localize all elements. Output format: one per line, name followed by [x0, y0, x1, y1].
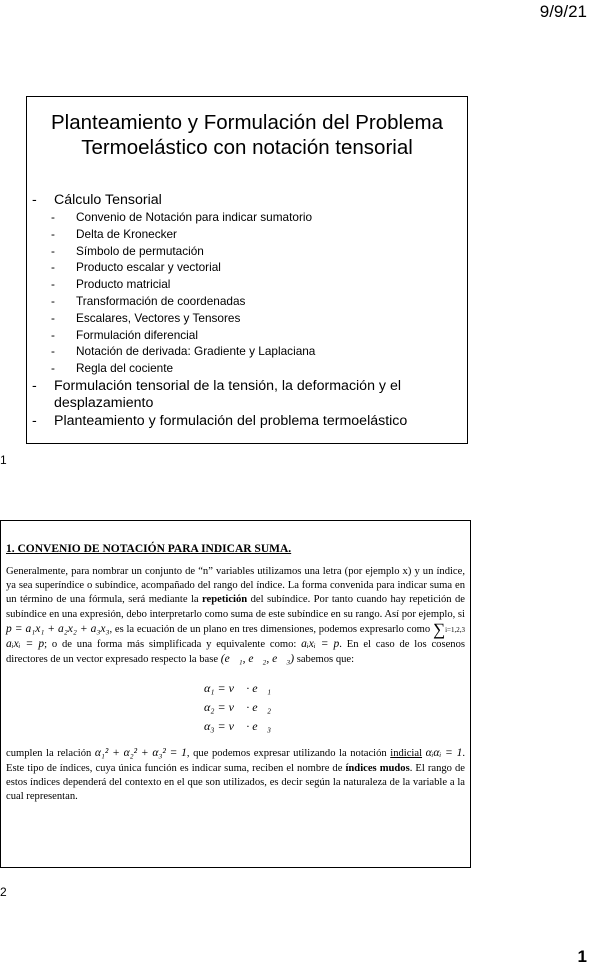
slide-1-number: 1 — [0, 453, 7, 467]
bullet-text: Escalares, Vectores y Tensores — [76, 310, 241, 325]
sub-bullet-item — [27, 259, 467, 276]
slide-2-number: 2 — [0, 885, 7, 899]
text-run: . El rango de estos índices dependerá del contexto en el que son utilizados, es decir según la naturaleza de la variable a la cual representan. — [6, 762, 465, 803]
sub-bullet-item — [27, 209, 467, 226]
equation-sum: aᵢxᵢ = p — [6, 638, 45, 651]
slide-1 — [26, 96, 468, 444]
paragraph-2 — [6, 746, 465, 804]
slide-1-bullet-list — [27, 192, 467, 430]
bullet-text: Delta de Kronecker — [76, 226, 177, 241]
bullet-dash: - — [32, 377, 37, 394]
slide-1-title — [27, 97, 467, 160]
slide-1-title-line-2: Termoelástico con notación tensorial — [81, 136, 413, 159]
bullet-text: Producto matricial — [76, 277, 171, 292]
bullet-text: Transformación de coordenadas — [76, 293, 246, 308]
equation-relation: α₁² + α₂² + α₃² = 1 — [94, 747, 187, 760]
bullet-text: Cálculo Tensorial — [54, 192, 162, 208]
bullet-item — [27, 192, 467, 209]
slide-2 — [0, 520, 471, 868]
bullet-text: Planteamiento y formulación del problema termoelástico — [54, 412, 408, 429]
sub-bullet-item — [27, 293, 467, 310]
sub-bullet-item — [27, 226, 467, 243]
bullet-dash: - — [32, 412, 37, 429]
equation-alpha-3: α₃ = v⃗ · e⃗₃ — [204, 719, 272, 734]
equation-alpha-2: α₂ = v⃗ · e⃗₂ — [204, 700, 272, 715]
text-run: . Este tipo de índices, cuya única función es indicar suma, reciben el nombre de — [6, 748, 465, 774]
text-run: sabemos que: — [294, 654, 355, 666]
sub-bullet-item — [27, 243, 467, 260]
equation-indicial: αᵢαᵢ = 1 — [425, 747, 463, 760]
text-run: del subíndice. Por tanto cuando hay repetición de subíndice en una expresión, debo interpretarlo como suma de este subíndice en su rango. Así por ejemplo, si — [6, 594, 465, 620]
text-run: . En el caso de los cosenos directores de un vector expresado respecto la base — [6, 639, 465, 666]
sum-symbol: ∑ — [432, 619, 446, 639]
sub-bullet-item — [27, 327, 467, 344]
text-run: cumplen la relación — [6, 748, 95, 760]
sub-bullet-item — [27, 360, 467, 377]
bullet-text: Formulación diferencial — [76, 327, 198, 342]
equation-plane: p = a₁x₁ + a₂x₂ + a₃x₃ — [6, 622, 110, 635]
section-heading: 1. CONVENIO DE NOTACIÓN PARA INDICAR SUMA. — [6, 543, 292, 555]
bullet-text: Símbolo de permutación — [76, 243, 204, 258]
bullet-dash: - — [32, 192, 37, 208]
bullet-item — [27, 378, 467, 412]
bullet-dash: - — [51, 210, 55, 224]
bullet-dash: - — [51, 293, 55, 308]
bold-term-indices-mudos: índices mudos — [345, 762, 410, 774]
paragraph-1 — [6, 565, 465, 667]
text-run: , que podemos expresar utilizando la notación — [186, 748, 391, 760]
bullet-item — [27, 413, 467, 430]
text-run: ; o de una forma más simplificada y equivalente como: — [44, 639, 302, 651]
bullet-dash: - — [51, 226, 55, 241]
bullet-dash: - — [51, 260, 55, 275]
bullet-dash: - — [51, 277, 55, 292]
sub-bullet-item — [27, 276, 467, 293]
bold-term-repeticion: repetición — [202, 594, 248, 606]
bullet-dash: - — [51, 243, 55, 258]
underlined-term-indicial: indicial — [390, 748, 423, 760]
bullet-dash: - — [51, 344, 55, 359]
page-number: 1 — [577, 947, 587, 966]
bullet-text: Formulación tensorial de la tensión, la deformación y el desplazamiento — [54, 377, 401, 411]
sum-range: i=1,2,3 — [445, 625, 465, 634]
equation-alpha-1: α₁ = v⃗ · e⃗₁ — [204, 681, 272, 696]
slide-1-title-line-1: Planteamiento y Formulación del Problema — [51, 111, 443, 134]
direction-cosines-equations — [204, 679, 465, 736]
bullet-text: Producto escalar y vectorial — [76, 260, 221, 275]
bullet-dash: - — [51, 327, 55, 342]
equation-short: aᵢxᵢ = p — [301, 638, 340, 651]
text-run: , es la ecuación de un plano en tres dimensiones, podemos expresarlo como — [109, 623, 433, 635]
basis-vectors: (e⃗₁, e⃗₂, e⃗₃) — [220, 653, 295, 666]
bullet-text: Convenio de Notación para indicar sumatorio — [76, 210, 313, 224]
page-date: 9/9/21 — [539, 2, 587, 21]
sub-bullet-item — [27, 343, 467, 360]
bullet-dash: - — [51, 361, 55, 376]
bullet-text: Regla del cociente — [76, 361, 174, 376]
slide-2-content — [6, 543, 465, 804]
bullet-dash: - — [51, 310, 55, 325]
sub-bullet-item — [27, 310, 467, 327]
bullet-text: Notación de derivada: Gradiente y Laplaciana — [76, 344, 316, 359]
text-run: Generalmente, para nombrar un conjunto de “n” variables utilizamos una letra (por ejemplo x) y un índice, ya sea superíndice o subíndice, acompañado del rango del índice. La forma convenida para indicar suma en un término de una fórmula, será mediante la — [6, 566, 465, 606]
